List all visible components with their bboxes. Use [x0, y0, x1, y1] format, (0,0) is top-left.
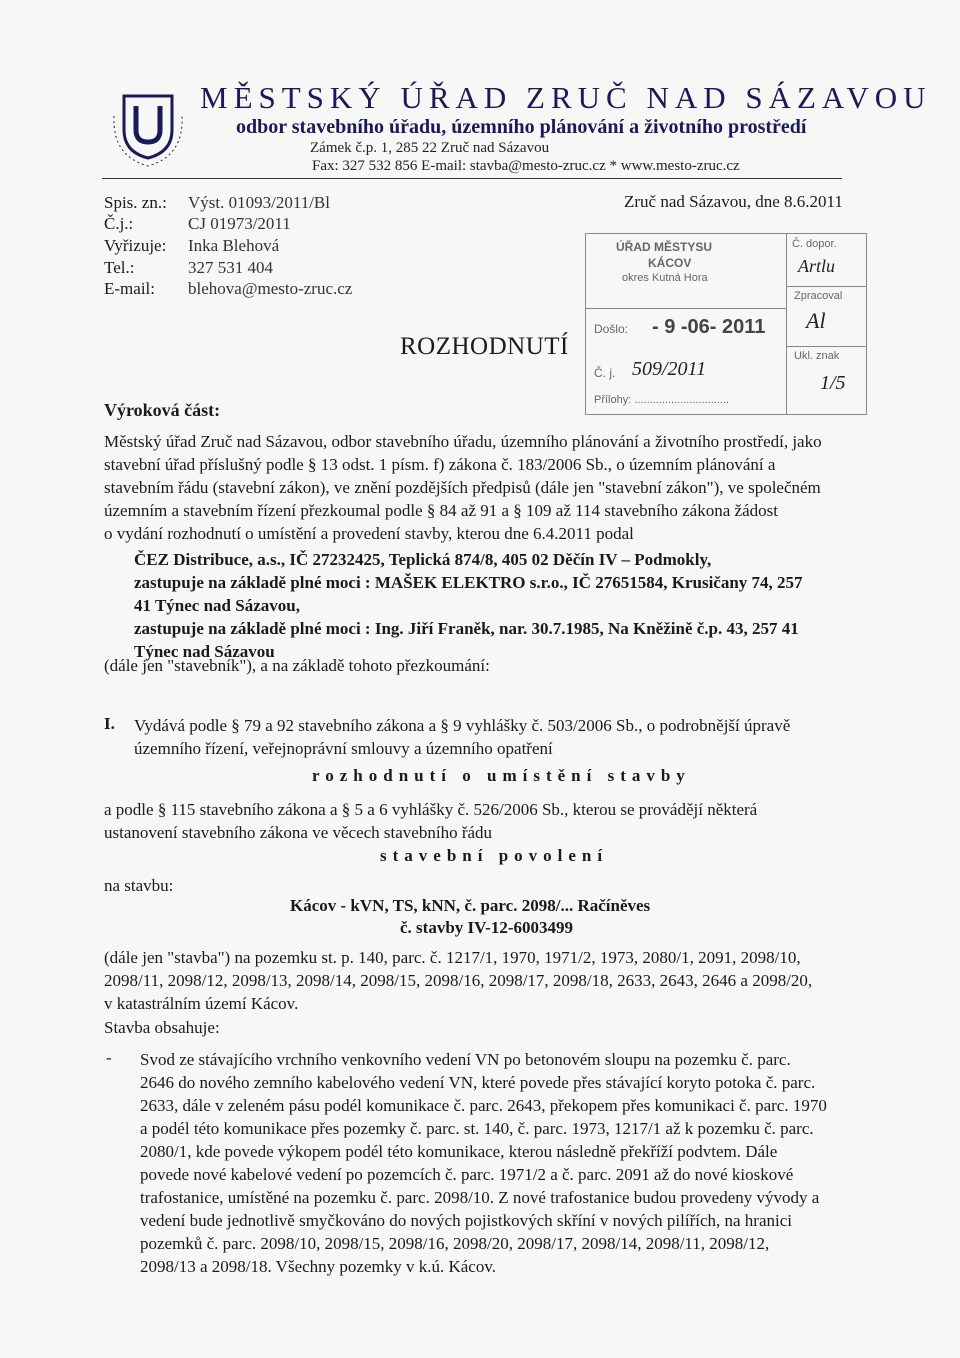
description-line: pozemků č. parc. 2098/10, 2098/15, 2098/16, 2098/20, 2098/17, 2098/14, 2098/11, 2098/12, [140, 1234, 770, 1253]
intro-paragraph [104, 430, 842, 545]
description-line: 2098/13 a 2098/18. Všechny pozemky v k.ú. Kácov. [140, 1257, 496, 1276]
description-line: a podél této komunikace přes pozemky č. parc. st. 140, č. parc. 1973, 1217/1 až k pozemku č. parc. [140, 1119, 814, 1138]
applicant-line: Týnec nad Sázavou [134, 642, 275, 661]
intro-line: o vydání rozhodnutí o umístění a provedení stavby, kterou dne 6.4.2011 podal [104, 524, 634, 543]
department-name: odbor stavebního úřadu, územního plánování a životního prostředí [236, 116, 807, 138]
description-line: trafostanice, umístěné na pozemku č. parc. 2098/10. Z nové trafostanice budou provedeny vývody a [140, 1188, 820, 1207]
law-line: ustanovení stavebního zákona ve věcech stavebního řádu [104, 823, 493, 842]
parcel-paragraph [104, 946, 842, 1015]
office-contact: Fax: 327 532 856 E-mail: stavba@mesto-zruc.cz * www.mesto-zruc.cz [312, 158, 740, 174]
decision-heading: rozhodnutí o umístění stavby [312, 766, 691, 785]
applicant-line: 41 Týnec nad Sázavou, [134, 596, 300, 615]
point-line: územního řízení, veřejnoprávní smlouvy a územního opatření [134, 739, 553, 758]
intro-line: územním a stavebním řízení přezkoumal podle § 84 až 91 a § 109 až 114 stavebního zákona žádost [104, 501, 778, 520]
construction-label: na stavbu: [104, 876, 174, 895]
stamp-processed-label: Zpracoval [794, 290, 843, 302]
office-address: Zámek č.p. 1, 285 22 Zruč nad Sázavou [310, 140, 550, 156]
info-value-handler: Inka Blehová [188, 236, 280, 255]
stamp-office: ÚŘAD MĚSTYSU [616, 240, 713, 254]
stamp-filing-handwritten: 1/5 [820, 372, 846, 394]
applicant-block [134, 548, 842, 663]
stamp-received-label: Došlo: [594, 322, 629, 336]
place-and-date: Zruč nad Sázavou, dne 8.6.2011 [624, 192, 843, 211]
info-label-file: Spis. zn.: [104, 193, 167, 212]
stamp-dopor-handwritten: Artlu [798, 256, 836, 276]
applicant-line: ČEZ Distribuce, a.s., IČ 27232425, Teplická 874/8, 405 02 Děčín IV – Podmokly, [134, 550, 712, 569]
contains-label: Stavba obsahuje: [104, 1018, 220, 1037]
law-line: a podle § 115 stavebního zákona a § 5 a 6 vyhlášky č. 526/2006 Sb., kterou se provádějí některá [104, 800, 758, 819]
document-title: ROZHODNUTÍ [400, 333, 569, 360]
point-line: Vydává podle § 79 a 92 stavebního zákona a § 9 vyhlášky č. 503/2006 Sb., o podrobnější úpravě [134, 716, 791, 735]
parcel-line: (dále jen "stavba") na pozemku st. p. 140, parc. č. 1217/1, 1970, 1971/2, 1973, 2080/1, 2091, 2098/10, [104, 948, 801, 967]
info-label-phone: Tel.: [104, 258, 135, 277]
description-line: 2646 do nového zemního kabelového vedení VN, které povede přes stávající koryto potoka č. parc. [140, 1073, 816, 1092]
office-name: MĚSTSKÝ ÚŘAD ZRUČ NAD SÁZAVOU [200, 80, 932, 115]
info-value-ref: CJ 01973/2011 [188, 214, 291, 233]
applicant-suffix: (dále jen "stavebník"), a na základě tohoto přezkoumání: [104, 656, 490, 675]
applicant-line: zastupuje na základě plné moci : MAŠEK ELEKTRO s.r.o., IČ 27651584, Krusičany 74, 257 [134, 573, 803, 592]
stamp-received-date: - 9 -06- 2011 [652, 316, 766, 338]
municipal-logo [106, 86, 190, 170]
stamp-town: KÁCOV [648, 256, 692, 270]
description-line: 2633, dále v zeleném pásu podél komunikace č. parc. 2643, překopem přes komunikaci č. parc. 1970 [140, 1096, 827, 1115]
stamp-district: okres Kutná Hora [622, 272, 708, 284]
info-label-email: E-mail: [104, 279, 155, 298]
description-line: vedení bude jednotlivě smyčkováno do nových pojistkových skříní v nových pilířích, na hranici [140, 1211, 793, 1230]
info-value-email: blehova@mesto-zruc.cz [188, 279, 353, 298]
stamp-dopor-label: Č. dopor. [792, 238, 837, 250]
permit-heading: stavební povolení [380, 846, 609, 865]
point-number: I. [104, 714, 115, 733]
info-value-file: Výst. 01093/2011/Bl [188, 193, 330, 212]
description-line: 2080/1, kde povede výkopem podél této komunikace, kterou následně překříží podvtem. Dále [140, 1142, 778, 1161]
law-text [104, 798, 842, 844]
header-divider [102, 178, 842, 179]
bullet-dash: - [106, 1048, 112, 1067]
intro-line: Městský úřad Zruč nad Sázavou, odbor stavebního úřadu, územního plánování a životního prostředí, jako [104, 432, 822, 451]
info-label-handler: Vyřizuje: [104, 236, 167, 255]
section-label: Výroková část: [104, 400, 221, 420]
stamp-attachments-label: Přílohy: ............................... [594, 394, 730, 406]
point-text [134, 714, 842, 760]
description-line: povede nové kabelové vedení po pozemcích č. parc. 1971/2 a č. parc. 2091 až do nové kioskové [140, 1165, 794, 1184]
stamp-processed-handwritten: Al [806, 308, 826, 333]
applicant-line: zastupuje na základě plné moci : Ing. Jiří Franěk, nar. 30.7.1985, Na Kněžině č.p. 43, 257 41 [134, 619, 799, 638]
construction-name: Kácov - kVN, TS, kNN, č. parc. 2098/... Račíněves [290, 896, 651, 915]
parcel-line: v katastrálním území Kácov. [104, 994, 299, 1013]
construction-description [140, 1048, 842, 1278]
intro-line: stavebním řádu (stavební zákon), ve znění pozdějších předpisů (dále jen "stavební zákon"), ve společném [104, 478, 821, 497]
stamp-cj-label: Č. j. [594, 366, 616, 380]
registry-stamp [585, 233, 867, 415]
construction-number: č. stavby IV-12-6003499 [400, 918, 573, 937]
stamp-cj-handwritten: 509/2011 [632, 358, 707, 380]
parcel-line: 2098/11, 2098/12, 2098/13, 2098/14, 2098/15, 2098/16, 2098/17, 2098/18, 2633, 2643, 2646 a 2098/20, [104, 971, 813, 990]
description-line: Svod ze stávajícího vrchního venkovního vedení VN po betonovém sloupu na pozemku č. parc. [140, 1050, 791, 1069]
info-value-phone: 327 531 404 [188, 258, 273, 277]
info-label-ref: Č.j.: [104, 214, 134, 233]
stamp-filing-label: Ukl. znak [794, 350, 840, 362]
intro-line: stavební úřad příslušný podle § 13 odst. 1 písm. f) zákona č. 183/2006 Sb., o územním plánování a [104, 455, 776, 474]
